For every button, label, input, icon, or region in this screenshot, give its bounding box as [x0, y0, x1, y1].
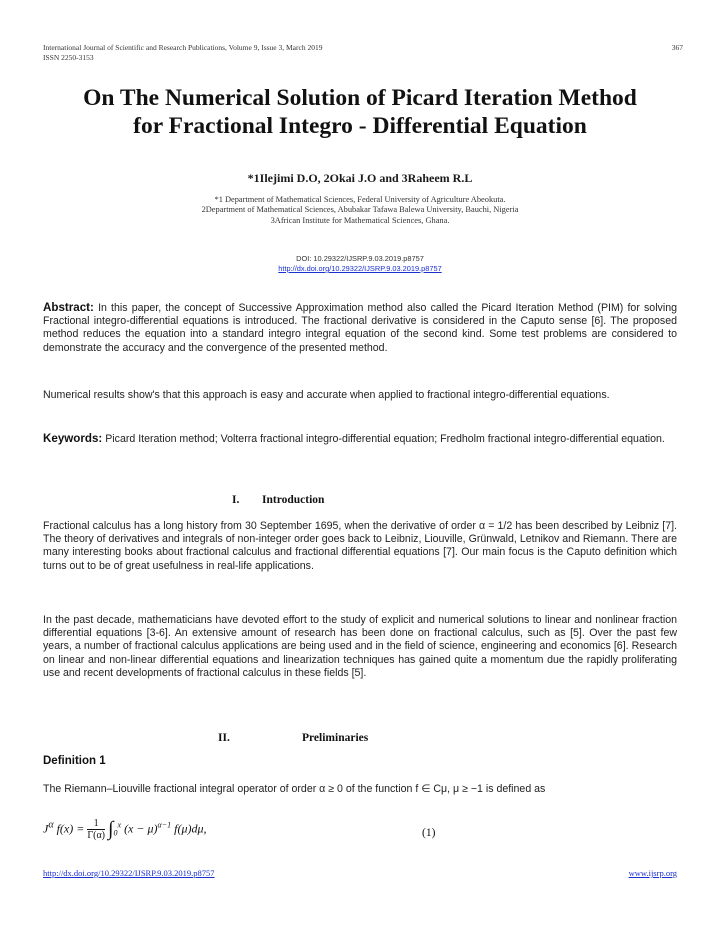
abstract-paragraph-2: Numerical results show's that this approach is easy and accurate when applied to fractional integro-differential equations. [43, 389, 610, 401]
title-line-1: On The Numerical Solution of Picard Iteration Method [83, 85, 637, 111]
issn: ISSN 2250-3153 [43, 53, 94, 62]
abstract-text: In this paper, the concept of Successive Approximation method also called the Picard Iteration Method (PIM) for solving Fractional integro-differential equations is introduced. The fractional derivative is considered in the Caputo sense [6]. The proposed method reduces the equation into a standard integro integral equation of the second kind. Some test problems are considered to demonstrate the accuracy and the convergence of the presented method. [43, 302, 677, 354]
equation-1 [43, 818, 207, 841]
footer-doi-link[interactable]: http://dx.doi.org/10.29322/IJSRP.9.03.2019.p8757 [43, 868, 215, 878]
footer-site-link[interactable]: www.ijsrp.org [628, 868, 677, 878]
abstract-label: Abstract: [43, 301, 94, 314]
authors: *1Ilejimi D.O, 2Okai J.O and 3Raheem R.L [247, 171, 473, 185]
eq-numerator: 1 [93, 818, 99, 829]
section-number: II. [218, 732, 230, 744]
affiliation-3: 3African Institute for Mathematical Sciences, Ghana. [270, 215, 450, 225]
eq-exponent: α−1 [157, 820, 172, 830]
section-title: Preliminaries [302, 732, 369, 744]
doi-text: DOI: 10.29322/IJSRP.9.03.2019.p8757 [296, 254, 424, 263]
eq-superscript: α [48, 819, 54, 831]
affiliations [0, 195, 720, 226]
eq-tail: f(μ)dμ, [174, 821, 207, 836]
eq-argument: f(x) = [56, 821, 85, 836]
page-number: 367 [671, 43, 683, 52]
definition-text: The Riemann–Liouville fractional integral operator of order α ≥ 0 of the function f ∈ Cμ, μ ≥ −1 is defined as [43, 783, 546, 795]
intro-paragraph-2: In the past decade, mathematicians have devoted effort to the study of explicit and numerical solutions to linear and nonlinear fraction differential equations [3-6]. An extensive amount of research has been done on fractional calculus, such as [5]. Over the past few years, a number of fractional calculus applications are being used and in the field of science, engineering and economics [6]. Research on linear and non-linear differential equations and linearization techniques has gained quite a momentum due the rapidly proliferating use and recent developments of fractional calculus in these fields [5]. [43, 614, 677, 679]
section-title: Introduction [262, 494, 325, 506]
paper-title [30, 84, 690, 140]
eq-integral-sign: ∫ [108, 818, 114, 840]
affiliation-2: 2Department of Mathematical Sciences, Abubakar Tafawa Balewa University, Bauchi, Nigeria [201, 205, 519, 215]
abstract [43, 301, 677, 355]
eq-upper-limit: x [117, 820, 122, 830]
doi-block [0, 254, 720, 274]
eq-integrand: (x − μ) [124, 821, 158, 836]
eq-lower-limit: 0 [113, 828, 118, 838]
doi-link[interactable]: http://dx.doi.org/10.29322/IJSRP.9.03.2019.p8757 [278, 264, 442, 273]
journal-info: International Journal of Scientific and Research Publications, Volume 9, Issue 3, March 2019 [43, 43, 323, 52]
title-line-2: for Fractional Integro - Differential Equation [133, 113, 587, 139]
intro-paragraph-1: Fractional calculus has a long history from 30 September 1695, when the derivative of order α = 1/2 has been described by Leibniz [7]. The theory of derivatives and integrals of non-integer order goes back to Leibniz, Liouville, Grünwald, Letnikov and Riemann. There are many interesting books about fractional calculus and fractional differential equations [7]. Our main focus is the Caputo definition which turns out to be of great usefulness in real-life applications. [43, 520, 677, 572]
affiliation-1: *1 Department of Mathematical Sciences, Federal University of Agriculture Abeokuta. [214, 195, 506, 204]
eq-denominator: Γ(α) [87, 830, 106, 841]
keywords-label: Keywords: [43, 432, 103, 445]
equation-number: (1) [422, 827, 436, 839]
eq-fraction [87, 818, 105, 841]
section-number: I. [232, 494, 240, 506]
keywords-text: Picard Iteration method; Volterra fractional integro-differential equation; Fredholm fractional integro-differential equation. [102, 433, 665, 445]
keywords [43, 432, 677, 446]
definition-heading: Definition 1 [43, 755, 106, 767]
eq-operator: J [43, 821, 49, 836]
